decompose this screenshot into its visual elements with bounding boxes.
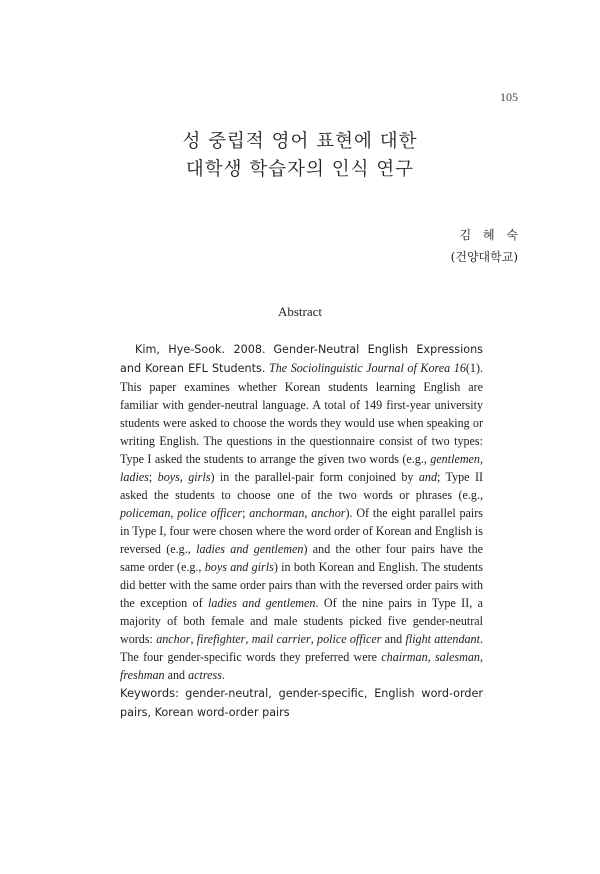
abstract-text: , [427, 650, 431, 664]
abstract-text: and [384, 632, 403, 646]
abstract-body [120, 340, 483, 722]
example-term: ladies and gentlemen [196, 542, 304, 556]
abstract-text: This paper examines whether Korean students learning English are familiar with gender-neutral language. A total of 149 first-year university students were asked to choose the words they would use when speaking or writing English. The questions in the questionnaire consist of two types: Type I asked the students to arrange the given two words (e.g., [120, 380, 483, 466]
abstract-text: ). Of the eight parallel pairs in Type I, four were chosen where the word order of Korean and English is reversed (e.g., [120, 506, 483, 556]
example-term: policeman, police officer [120, 506, 243, 520]
abstract-text: ) in both Korean and English. The students did better with the same order pairs than with the reversed order pairs with the exception of [120, 560, 483, 610]
example-term: ladies and gentlemen [207, 596, 316, 610]
example-term: salesman [434, 650, 480, 664]
abstract-text: . [221, 668, 225, 682]
page-number: 105 [500, 90, 518, 104]
example-term: gentlemen, ladies [120, 452, 483, 484]
example-term: chairman [381, 650, 428, 664]
abstract-text: , [479, 650, 483, 664]
abstract-text: . The four gender-specific words they preferred were [120, 632, 483, 664]
abstract-text: ) and the other four pairs have the same order (e.g., [120, 542, 483, 574]
example-term: boys and girls [204, 560, 274, 574]
abstract-heading: Abstract [277, 304, 323, 319]
example-term: firefighter [196, 632, 246, 646]
author-block [450, 224, 522, 268]
title-line-2: 대학생 학습자의 인식 연구 [185, 159, 415, 180]
example-term: anchorman, anchor [249, 506, 346, 520]
example-term: boys, girls [157, 470, 211, 484]
abstract-text: . Of the nine pairs in Type II, a majority of both female and male students picked five gender-neutral words: [120, 596, 483, 646]
abstract-text: ; Type II asked the students to choose one of the two words or phrases (e.g., [120, 470, 483, 502]
title-line-1: 성 중립적 영어 표현에 대한 [182, 131, 418, 152]
example-term: anchor [156, 632, 191, 646]
keywords-label: Keywords: [120, 686, 179, 700]
example-term: actress [188, 668, 222, 682]
paper-title [0, 128, 600, 184]
abstract-text: ) in the parallel-pair form conjoined by [210, 470, 414, 484]
example-term: mail carrier [251, 632, 311, 646]
citation-author: Kim, Hye-Sook. 2008. [135, 343, 266, 356]
abstract-paragraph [120, 340, 483, 684]
abstract-text: , [190, 632, 194, 646]
journal-issue: (1). [465, 361, 483, 375]
journal-name: The Sociolinguistic Journal of Korea 16 [268, 361, 466, 375]
author-affiliation: (건양대학교) [450, 250, 518, 264]
citation-title: Gender-Neutral English Expressions and Korean EFL Students. [120, 343, 483, 375]
keywords-text: gender-neutral, gender-specific, English word-order pairs, Korean word-order pairs [120, 687, 483, 719]
author-name: 김 혜 숙 [459, 228, 522, 242]
example-term: freshman [120, 668, 165, 682]
example-term: and [418, 470, 437, 484]
example-term: flight attendant [405, 632, 480, 646]
example-term: police officer [317, 632, 382, 646]
abstract-text: , [310, 632, 314, 646]
abstract-text: , [245, 632, 249, 646]
abstract-text: ; [242, 506, 246, 520]
keywords [120, 684, 483, 722]
abstract-text: ; [148, 470, 153, 484]
abstract-text: and [167, 668, 186, 682]
